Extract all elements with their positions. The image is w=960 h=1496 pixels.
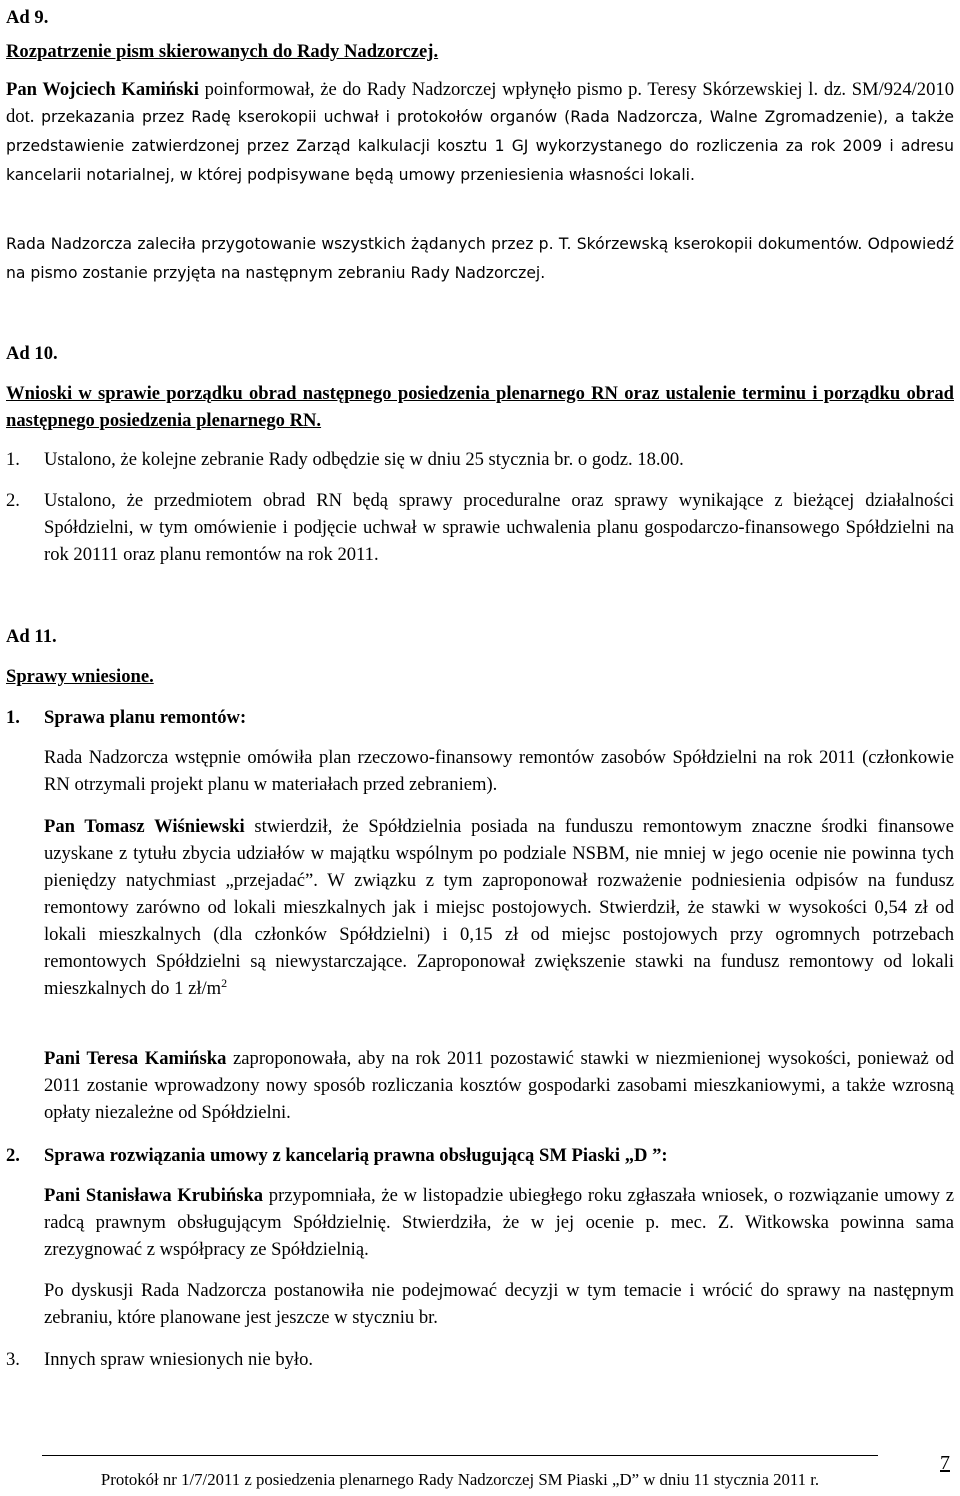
list-number: 1. (6, 449, 20, 470)
list-text: Ustalono, że przedmiotem obrad RN będą sprawy proceduralne oraz sprawy wynikające z bieżącej działalności Spółdzielni, w tym omówienie i podjęcie uchwał w sprawie uchwalenia planu gospodarczo-finansowego Spółdzielni na rok 20111 oraz planu remontów na rok 2011. (44, 490, 954, 565)
paragraph-text: zaproponowała, aby na rok 2011 pozostawić stawki w niezmienionej wysokości, ponieważ od 2011 zostanie wprowadzony nowy sposób rozliczania kosztów gospodarki zasobami mieszkaniowymi, a także wzrosną opłaty niezależne od Spółdzielni. (44, 1048, 955, 1123)
list-number: 2. (6, 490, 20, 511)
paragraph-text-sans: przekazania przez Radę kserokopii uchwał i protokołów organów (Rada Nadzorcza, Walne Zgromadzenie), a także przedstawienie zatwierdzonej przez Zarząd kalkulacji kosztu 1 GJ wykorzystanego do rozliczenia za rok 2009 i adresu kancelarii notarialnej, w której podpisywane będą umowy przeniesienia własności lokali. (6, 108, 955, 184)
list-text: Ustalono, że kolejne zebranie Rady odbędzie się w dniu 25 stycznia br. o godz. 18.00. (44, 449, 684, 470)
list-number: 3. (6, 1349, 20, 1370)
footer-divider (42, 1455, 878, 1456)
list-number: 2. (6, 1145, 20, 1166)
paragraph-ad9-2: Rada Nadzorcza zaleciła przygotowanie wszystkich żądanych przez p. T. Skórzewską kserokopii dokumentów. Odpowiedź na pismo zostanie przyjęta na następnym zebraniu Rady Nadzorczej. (6, 235, 954, 282)
paragraph-text: stwierdził, że Spółdzielnia posiada na funduszu remontowym znaczne środki finansowe uzyskane z tytułu zbycia udziałów w majątku wspólnym po podziale NSBM, nie mniej w jego ocenie nie powinna tych pieniędzy natychmiast „przejadać”. W związku z tym zaproponował rozważenie podniesienia odpisów na fundusz remontowy zarówno od lokali mieszkalnych jak i miejsc postojowych. Stwierdził, że stawki w wysokości 0,54 zł od lokali mieszkalnych (dla członków Spółdzielni) i 0,15 zł od miejsc postojowych przy ogromnych potrzebach remontowych Spółdzielni są niewystarczające. Zaproponował zwiększenie stawki na fundusz remontowy od lokali mieszkalnych do 1 zł/m (44, 816, 954, 999)
list-number: 1. (6, 707, 20, 728)
list-item (6, 487, 954, 568)
section-title-ad11: Sprawy wniesione. (6, 666, 154, 687)
person-name: Pan Wojciech Kamiński (6, 79, 199, 100)
person-name: Pani Stanisława Krubińska (44, 1185, 264, 1206)
paragraph (44, 1182, 954, 1263)
paragraph: Po dyskusji Rada Nadzorcza postanowiła nie podejmować decyzji w tym temacie i wrócić do sprawy na następnym zebraniu, które planowane jest jeszcze w styczniu br. (44, 1280, 954, 1328)
page-number: 7 (940, 1452, 950, 1474)
subsection-title: Sprawa rozwiązania umowy z kancelarią prawna obsługującą SM Piaski „D ”: (44, 1145, 668, 1166)
paragraph-text: przypomniała, że w listopadzie ubiegłego roku zgłaszała wniosek, o rozwiązanie umowy z radcą prawnym obsługującym Spółdzielnię. Stwierdziła, że w jej ocenie p. mec. Z. Witkowska powinna sama zrezygnować z współpracy ze Spółdzielnią. (44, 1185, 954, 1260)
section-title-ad9: Rozpatrzenie pism skierowanych do Rady Nadzorczej. (6, 41, 439, 62)
list-text: Innych spraw wniesionych nie było. (44, 1349, 314, 1370)
paragraph: Rada Nadzorcza wstępnie omówiła plan rzeczowo-finansowy remontów zasobów Spółdzielni na rok 2011 (członkowie RN otrzymali projekt planu w materiałach przed zebraniem). (44, 747, 954, 795)
superscript: 2 (221, 975, 228, 990)
paragraph-ad9-1 (6, 76, 954, 190)
footer-text: Protokół nr 1/7/2011 z posiedzenia plenarnego Rady Nadzorczej SM Piaski „D” w dniu 11 stycznia 2011 r. (100, 1470, 820, 1489)
section-heading-ad9: Ad 9. (6, 7, 49, 28)
paragraph (44, 1045, 954, 1126)
paragraph-text: poinformował, że do Rady Nadzorczej wpłynęło pismo p. Teresy Skórzewskiej l. dz. SM/924/2010 dot. (6, 79, 954, 127)
person-name: Pan Tomasz Wiśniewski (44, 816, 245, 837)
section-title-ad10: Wnioski w sprawie porządku obrad następnego posiedzenia plenarnego RN oraz ustalenie terminu i porządku obrad następnego posiedzenia plenarnego RN. (6, 383, 954, 431)
list-item (6, 446, 954, 473)
section-heading-ad10: Ad 10. (6, 343, 58, 364)
subsection-title: Sprawa planu remontów: (44, 707, 247, 728)
paragraph (44, 813, 954, 1002)
person-name: Pani Teresa Kamińska (44, 1048, 227, 1069)
section-heading-ad11: Ad 11. (6, 626, 57, 647)
